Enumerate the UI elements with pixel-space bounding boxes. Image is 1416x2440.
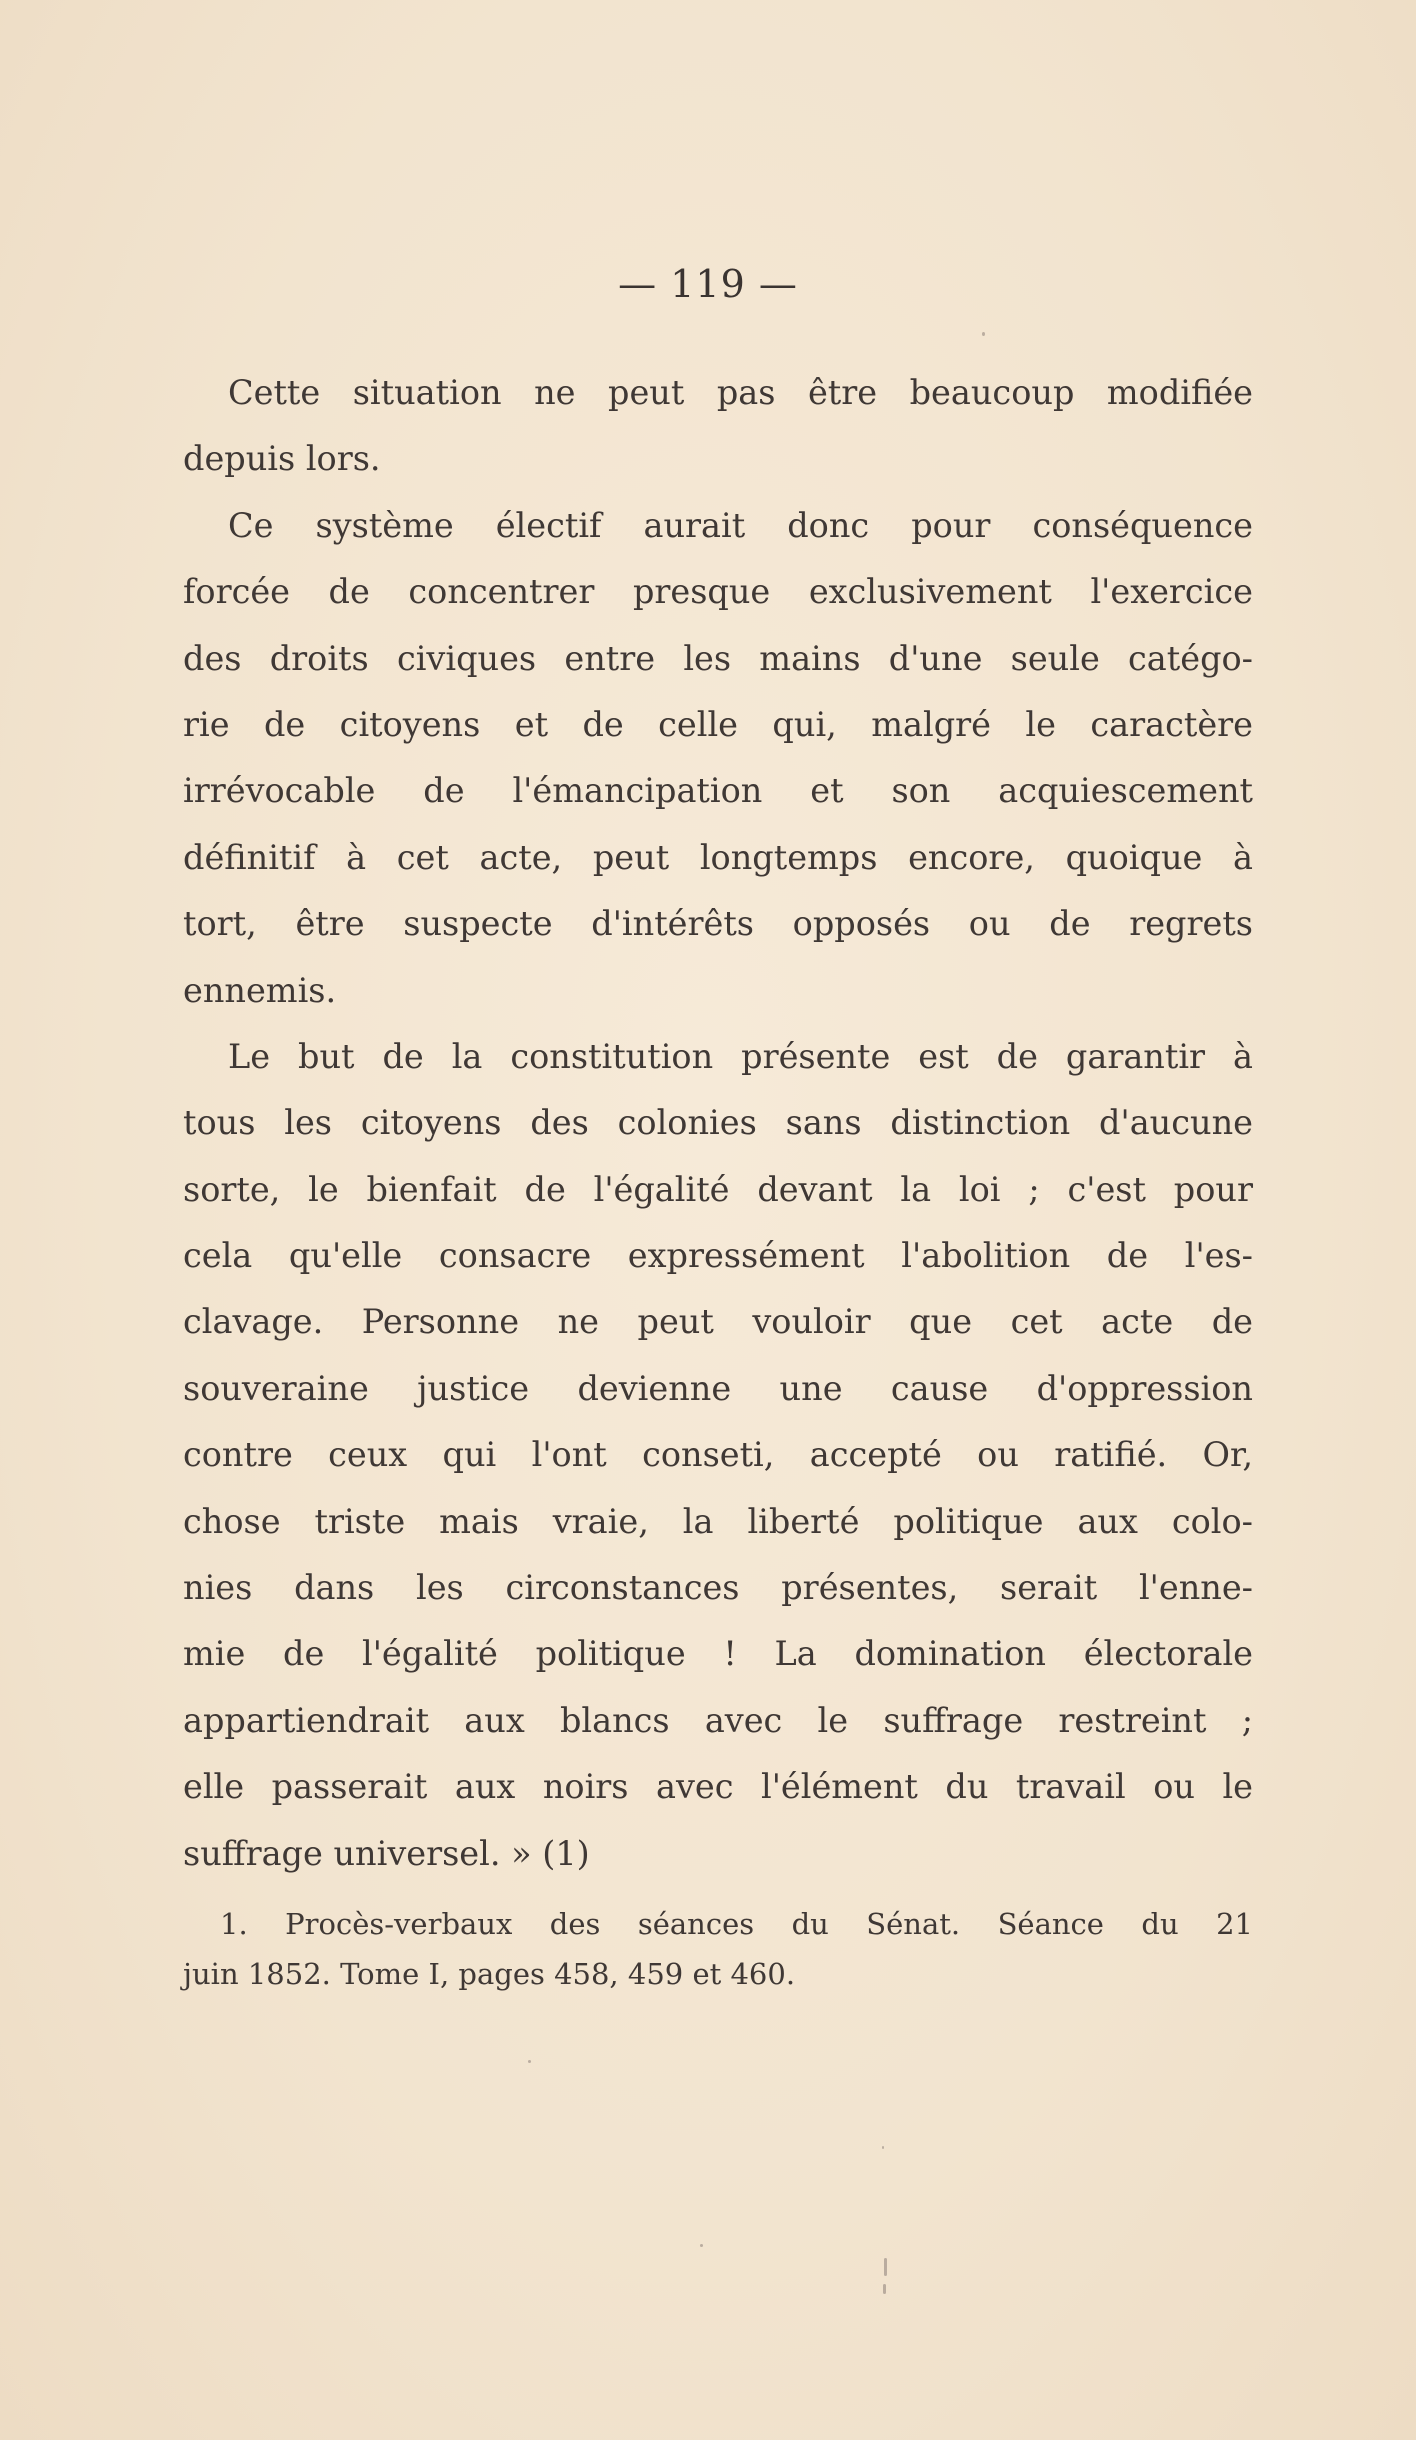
- paper-speck: [528, 2060, 531, 2063]
- text-line: depuis lors.: [183, 439, 381, 479]
- text-line: des droits civiques entre les mains d'une seule catégo-: [183, 638, 1253, 678]
- text-line: définitif à cet acte, peut longtemps encore, quoique à: [183, 837, 1253, 877]
- text-line: tous les citoyens des colonies sans distinction d'aucune: [183, 1103, 1253, 1143]
- text-line: mie de l'égalité politique ! La domination électorale: [183, 1634, 1253, 1674]
- text-line: ennemis.: [183, 970, 337, 1010]
- footnote-line: 1. Procès-verbaux des séances du Sénat. Séance du 21: [220, 1906, 1253, 1941]
- text-line: tort, être suspecte d'intérêts opposés ou de regrets: [183, 904, 1253, 944]
- text-line: forcée de concentrer presque exclusivement l'exercice: [183, 572, 1253, 612]
- text-line: Cette situation ne peut pas être beaucoup modifiée: [228, 373, 1253, 412]
- text-line: elle passerait aux noirs avec l'élément du travail ou le: [183, 1767, 1253, 1807]
- text-line: appartiendrait aux blancs avec le suffrage restreint ;: [183, 1700, 1253, 1740]
- paragraph: [183, 1024, 1253, 1887]
- paragraph: [183, 493, 1253, 1024]
- text-line: nies dans les circonstances présentes, serait l'enne-: [183, 1568, 1253, 1608]
- paper-speck: [884, 2258, 887, 2276]
- text-line: contre ceux qui l'ont conseti, accepté ou ratifié. Or,: [183, 1435, 1253, 1475]
- text-line: sorte, le bienfait de l'égalité devant la loi ; c'est pour: [183, 1169, 1253, 1209]
- text-line: Le but de la constitution présente est de garantir à: [228, 1036, 1253, 1076]
- paper-speck: [700, 2244, 703, 2247]
- paper-speck: [882, 2146, 884, 2149]
- text-line: chose triste mais vraie, la liberté politique aux colo-: [183, 1501, 1253, 1541]
- text-line: rie de citoyens et de celle qui, malgré le caractère: [183, 704, 1253, 744]
- paper-speck: [883, 2284, 886, 2294]
- page-number: — 119 —: [618, 262, 798, 306]
- body-text: [183, 360, 1253, 1999]
- text-line: irrévocable de l'émancipation et son acquiescement: [183, 771, 1253, 811]
- footnote: [183, 1899, 1253, 1999]
- paragraph: [183, 360, 1253, 493]
- text-line: Ce système électif aurait donc pour conséquence: [228, 505, 1253, 545]
- paper-speck: [982, 332, 985, 336]
- text-line: souveraine justice devienne une cause d'oppression: [183, 1368, 1253, 1408]
- text-line: clavage. Personne ne peut vouloir que cet acte de: [183, 1302, 1253, 1342]
- text-line: cela qu'elle consacre expressément l'abolition de l'es-: [183, 1236, 1253, 1276]
- footnote-line: juin 1852. Tome I, pages 458, 459 et 460.: [183, 1956, 796, 1991]
- text-line: suffrage universel. » (1): [183, 1833, 590, 1873]
